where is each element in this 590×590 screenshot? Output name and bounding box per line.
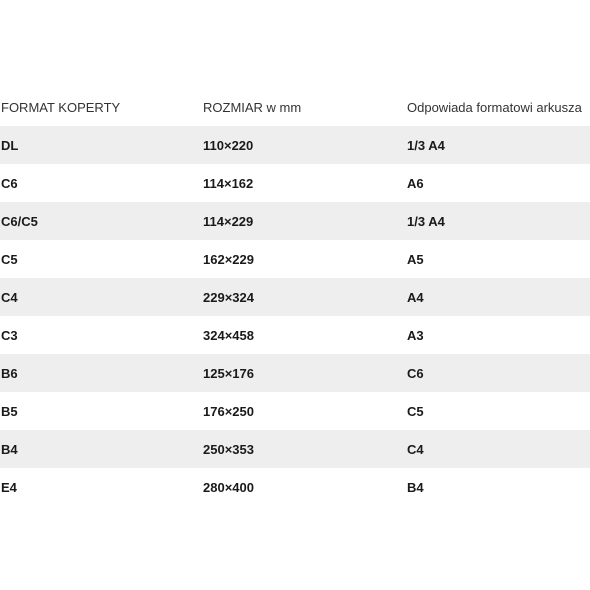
cell-sheet-format: C5: [406, 392, 590, 430]
cell-sheet-format: A6: [406, 164, 590, 202]
cell-format: DL: [0, 126, 202, 164]
cell-format: B4: [0, 430, 202, 468]
table-body: [0, 126, 590, 506]
cell-format: B6: [0, 354, 202, 392]
cell-size: 162×229: [202, 240, 406, 278]
cell-size: 176×250: [202, 392, 406, 430]
cell-format: C6/C5: [0, 202, 202, 240]
table-row: [0, 240, 590, 278]
table-row: [0, 278, 590, 316]
header-size: ROZMIAR w mm: [203, 99, 302, 115]
cell-format: C5: [0, 240, 202, 278]
cell-format: C3: [0, 316, 202, 354]
cell-format: C6: [0, 164, 202, 202]
envelope-format-table: [0, 88, 590, 506]
table-row: [0, 468, 590, 506]
table-row: [0, 316, 590, 354]
cell-size: 229×324: [202, 278, 406, 316]
cell-format: C4: [0, 278, 202, 316]
table-row: [0, 164, 590, 202]
cell-size: 250×353: [202, 430, 406, 468]
table-row: [0, 392, 590, 430]
header-row: [0, 88, 590, 126]
table-row: [0, 202, 590, 240]
cell-sheet-format: A5: [406, 240, 590, 278]
cell-sheet-format: C6: [406, 354, 590, 392]
cell-size: 110×220: [202, 126, 406, 164]
header-sheet-format: Odpowiada formatowi arkusza: [407, 99, 582, 115]
cell-sheet-format: 1/3 A4: [406, 126, 590, 164]
table-header: [0, 88, 590, 126]
header-format: FORMAT KOPERTY: [1, 99, 121, 115]
cell-size: 324×458: [202, 316, 406, 354]
cell-sheet-format: A3: [406, 316, 590, 354]
table-row: [0, 354, 590, 392]
cell-sheet-format: A4: [406, 278, 590, 316]
cell-sheet-format: 1/3 A4: [406, 202, 590, 240]
cell-size: 114×229: [202, 202, 406, 240]
table-row: [0, 126, 590, 164]
table-row: [0, 430, 590, 468]
cell-size: 280×400: [202, 468, 406, 506]
cell-sheet-format: B4: [406, 468, 590, 506]
cell-format: E4: [0, 468, 202, 506]
cell-sheet-format: C4: [406, 430, 590, 468]
cell-size: 125×176: [202, 354, 406, 392]
cell-format: B5: [0, 392, 202, 430]
cell-size: 114×162: [202, 164, 406, 202]
